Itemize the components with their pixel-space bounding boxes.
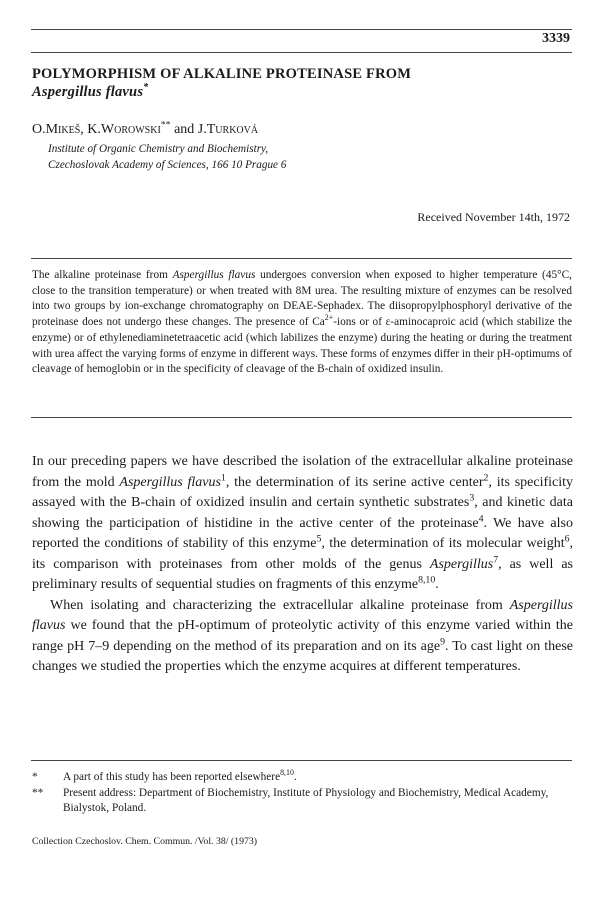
footnote-2: ** Present address: Department of Biochemistry, Institute of Physiology and Biochemistry, Medical Academy, Bialystok, Poland. xyxy=(32,786,549,814)
page-number: 3339 xyxy=(542,31,570,46)
footnote-rule xyxy=(31,760,572,761)
title-main: POLYMORPHISM OF ALKALINE PROTEINASE FROM xyxy=(32,66,412,82)
paragraph-2: When isolating and characterizing the extracellular alkaline proteinase from Aspergillus flavus we found that the pH-optimum of proteolytic activity of this enzyme varied within the range pH 7–9 depending on the method of its preparation and on its age$^9$. To cast light on these changes we studied the properties which the enzyme acquires at different temperatures. xyxy=(32,597,573,674)
author-2: K.Worowski xyxy=(87,122,161,137)
header-rule xyxy=(31,52,572,53)
top-rule xyxy=(31,29,572,30)
author-3: J.Turková xyxy=(197,122,259,137)
title-subtitle: Aspergillus flavus* xyxy=(32,82,149,100)
footnote-1: * A part of this study has been reported elsewhere$^{8,10}$. xyxy=(32,768,297,783)
received-date: Received November 14th, 1972 xyxy=(417,210,570,224)
abstract-bottom-rule xyxy=(31,417,572,418)
author-2-mark: ** xyxy=(160,119,171,131)
title-footnote-mark: * xyxy=(143,82,149,94)
paragraph-1: In our preceding papers we have described the isolation of the extracellular alkaline proteinase from the mold Aspergillus flavus$^1$, the determination of its serine active center$^2$, its specificity assayed with the B-chain of oxidized insulin and certain synthetic substrates$^3$, and kinetic data showing the participation of histidine in the active center of the proteinase$^4$. We have also reported the conditions of stability of this enzyme$^5$, the determination of its molecular weight$^6$, its comparison with proteinases from other molds of the genus Aspergillus$^7$, as well as preliminary results of sequential studies on fragments of this enzyme$^{8,10}$. xyxy=(32,454,574,592)
body-text xyxy=(32,452,573,678)
article-title xyxy=(32,65,572,101)
author-list: O.Mikeš, K.Worowski** and J.Turková xyxy=(32,119,259,137)
footnotes xyxy=(32,770,573,817)
abstract-top-rule xyxy=(31,258,572,259)
affiliation: Institute of Organic Chemistry and Biochemistry, Czechoslovak Academy of Sciences, 166 10 Prague 6 xyxy=(48,143,287,171)
author-1: O.Mikeš xyxy=(32,122,81,137)
abstract: The alkaline proteinase from Aspergillus flavus undergoes conversion when exposed to higher temperature (45°C, close to the transition temperature) or when treated with 8M urea. The resulting mixture of enzymes can be resolved into two groups by ion-exchange chromatography on DEAE-Sephadex. The diisopropylphosphoryl derivative of the proteinase does not undergo these changes. The presence of $Ca^{2+}$-ions or of ε-aminocaproic acid (which stabilize the enzyme) or of ethylenediaminetetraacetic acid (which labilizes the enzyme) during the heating or during the treatment with urea affect the varying forms of enzyme in different ways. These forms of enzymes differ in their pH-optimums of cleavage of hemoglobin or in the specificity of cleavage of the B-chain of oxidized insulin. xyxy=(32,269,572,376)
journal-footer: Collection Czechoslov. Chem. Commun. /Vol. 38/ (1973) xyxy=(32,836,258,847)
